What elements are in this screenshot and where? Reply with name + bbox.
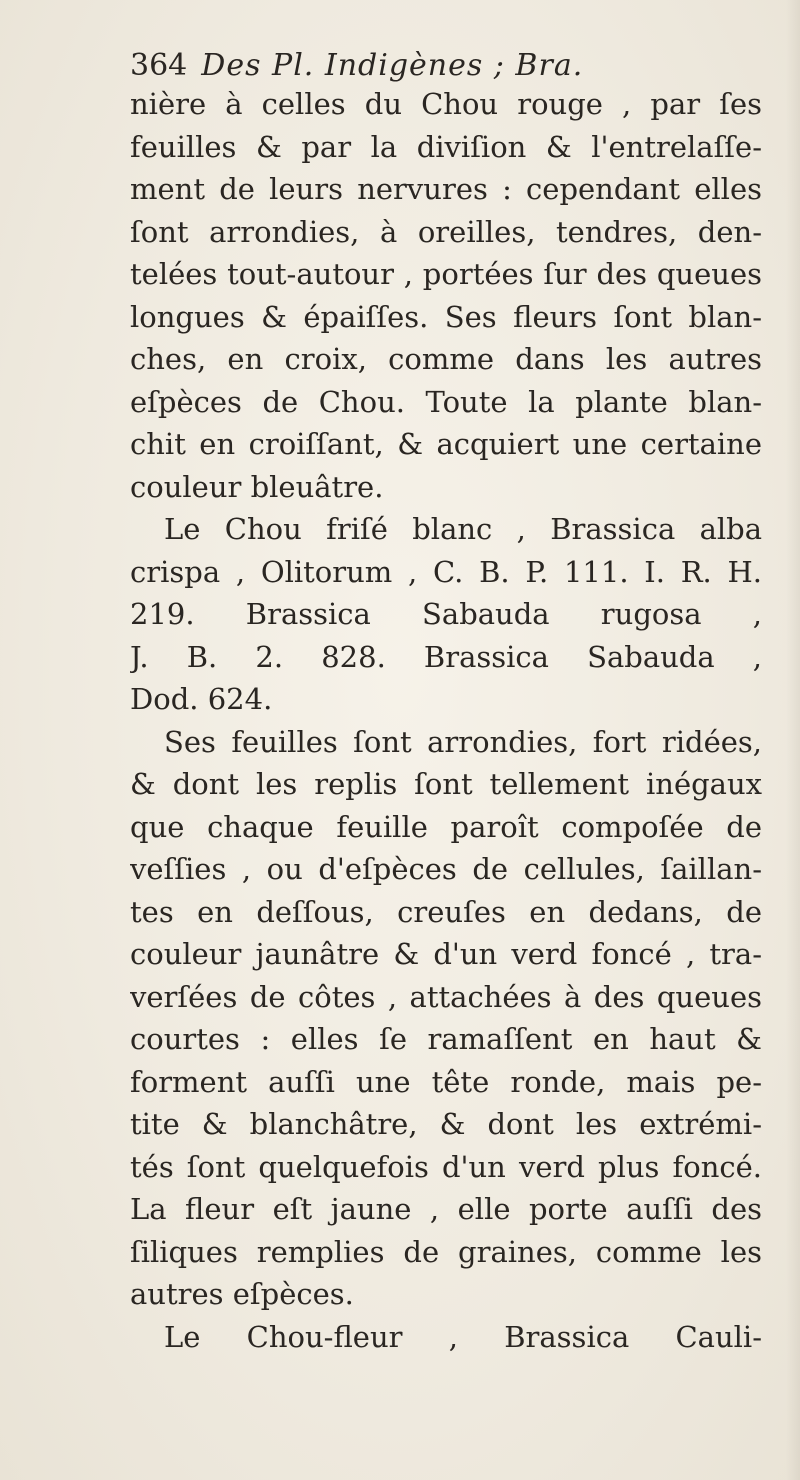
text-line: J. B. 2. 828. Brassica Sabauda , [130, 639, 762, 674]
text-line: eſpèces de Chou. Toute la plante blan- [130, 384, 762, 419]
text-line: ſont arrondies, à oreilles, tendres, den- [130, 214, 762, 249]
text-line: feuilles & par la diviſion & l'entrelaſſe- [130, 129, 762, 164]
page-edge-shadow [786, 0, 800, 1480]
text-line: 219. Brassica Sabauda rugosa , [130, 597, 762, 631]
text-line: Le Chou-fleur , Brassica Cauli- [164, 1319, 762, 1354]
page-header [130, 44, 750, 88]
text-line: Dod. 624. [130, 682, 273, 716]
text-line: ſiliques remplies de graines, comme les [130, 1234, 762, 1269]
text-line: ment de leurs nervures : cependant elles [130, 172, 762, 206]
text-line: Ses feuilles ſont arrondies, fort ridées, [164, 724, 762, 759]
running-title: Des Pl. Indigènes ; Bra. [201, 48, 584, 83]
text-line: & dont les replis ſont tellement inégaux [130, 767, 762, 801]
text-line: tés ſont quelquefois d'un verd plus foncé. [130, 1149, 762, 1184]
text-line: longues & épaiſſes. Ses fleurs ſont blan- [130, 299, 762, 334]
text-line: que chaque feuille paroît compoſée de [130, 809, 762, 844]
text-line: verſées de côtes , attachées à des queues [130, 979, 762, 1014]
body-text [130, 83, 762, 1358]
text-line: ches, en croix, comme dans les autres [130, 342, 762, 376]
text-line: tite & blanchâtre, & dont les extrémi- [130, 1107, 762, 1141]
text-line: telées tout-autour , portées ſur des queues [130, 257, 762, 291]
text-line: nière à celles du Chou rouge , par ſes [130, 87, 762, 121]
text-line: La fleur eſt jaune , elle porte auſſi des [130, 1192, 762, 1226]
text-line: veſſies , ou d'eſpèces de cellules, ſaillan- [130, 852, 762, 886]
page-number: 364 [130, 48, 188, 83]
text-line: crispa , Olitorum , C. B. P. 111. I. R. H. [130, 554, 762, 589]
text-line: couleur jaunâtre & d'un verd foncé , tra- [130, 937, 762, 971]
text-line: Le Chou friſé blanc , Brassica alba [164, 512, 762, 546]
text-line: couleur bleuâtre. [130, 469, 384, 504]
text-line: chit en croiſſant, & acquiert une certaine [130, 427, 762, 461]
text-line: tes en deſſous, creuſes en dedans, de [130, 894, 762, 929]
text-line: forment auſſi une tête ronde, mais pe- [130, 1064, 762, 1099]
text-line: autres eſpèces. [130, 1277, 354, 1311]
text-line: courtes : elles ſe ramaſſent en haut & [130, 1022, 762, 1056]
